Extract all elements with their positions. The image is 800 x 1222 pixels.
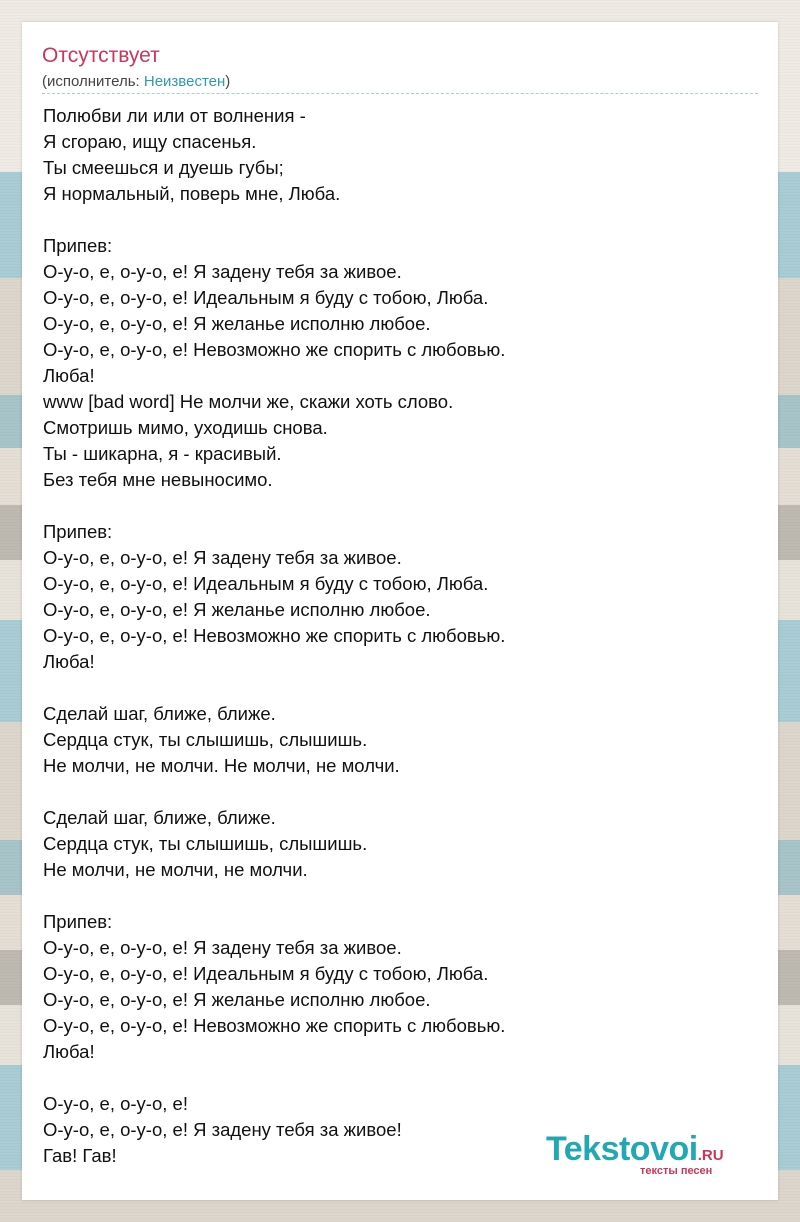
lyric-line: Гав! Гав! [43, 1145, 117, 1166]
lyric-line: О-у-о, е, о-у-о, е! Я задену тебя за живое. [43, 937, 402, 958]
lyric-line: О-у-о, е, о-у-о, е! Невозможно же спорить с любовью. [43, 1015, 506, 1036]
lyric-line: Не молчи, не молчи, не молчи. [43, 859, 308, 880]
lyric-line: О-у-о, е, о-у-о, е! Я желанье исполню любое. [43, 989, 431, 1010]
lyric-line: О-у-о, е, о-у-о, е! [43, 1093, 188, 1114]
artist-link[interactable]: Неизвестен [143, 73, 226, 90]
lyric-line: О-у-о, е, о-у-о, е! Я желанье исполню любое. [43, 313, 431, 334]
lyric-line [43, 207, 505, 233]
lyric-line: О-у-о, е, о-у-о, е! Невозможно же спорить с любовью. [43, 339, 506, 360]
lyric-line: Ты - шикарна, я - красивый. [43, 443, 282, 464]
lyric-line: Не молчи, не молчи. Не молчи, не молчи. [43, 755, 400, 776]
lyric-line: Я сгораю, ищу спасенья. [43, 131, 257, 152]
lyric-line: Без тебя мне невыносимо. [43, 469, 273, 490]
lyric-line: Люба! [43, 365, 95, 386]
lyric-line: Припев: [43, 911, 113, 932]
lyric-line: Смотришь мимо, уходишь снова. [43, 417, 328, 438]
lyric-line: О-у-о, е, о-у-о, е! Невозможно же спорить с любовью. [43, 625, 506, 646]
lyric-line: Полюбви ли или от волнения - [43, 105, 306, 126]
logo-tagline: тексты песен [640, 1165, 713, 1177]
lyric-line: О-у-о, е, о-у-о, е! Идеальным я буду с тобою, Люба. [43, 287, 489, 308]
lyric-line [43, 1065, 505, 1091]
lyric-line: О-у-о, е, о-у-о, е! Я задену тебя за живое. [43, 261, 402, 282]
lyric-line: Припев: [43, 235, 113, 256]
lyric-line: Я нормальный, поверь мне, Люба. [43, 183, 341, 204]
lyric-line: www [bad word] Не молчи же, скажи хоть слово. [43, 391, 454, 412]
lyric-line: О-у-о, е, о-у-о, е! Я задену тебя за живое! [43, 1119, 402, 1140]
lyrics-card [22, 22, 778, 1200]
lyric-line: Припев: [43, 521, 113, 542]
lyric-line [43, 493, 505, 519]
logo-name: Tekstovoi [546, 1130, 698, 1168]
lyric-line: Люба! [43, 1041, 95, 1062]
lyric-line [43, 675, 505, 701]
lyric-line: Люба! [43, 651, 95, 672]
artist-line [42, 73, 230, 90]
lyric-line: О-у-о, е, о-у-о, е! Я желанье исполню любое. [43, 599, 431, 620]
artist-prefix: (исполнитель: [42, 73, 144, 90]
artist-suffix: ) [225, 73, 231, 90]
lyric-line: Сердца стук, ты слышишь, слышишь. [43, 729, 368, 750]
lyric-line [43, 883, 505, 909]
lyric-line: О-у-о, е, о-у-о, е! Я задену тебя за живое. [43, 547, 402, 568]
lyric-line: О-у-о, е, о-у-о, е! Идеальным я буду с тобою, Люба. [43, 963, 489, 984]
logo-tld: .RU [697, 1147, 724, 1164]
lyric-line: Сердца стук, ты слышишь, слышишь. [43, 833, 368, 854]
lyrics-text [43, 103, 505, 1169]
lyric-line: Сделай шаг, ближе, ближе. [43, 807, 276, 828]
lyric-line: О-у-о, е, о-у-о, е! Идеальным я буду с тобою, Люба. [43, 573, 489, 594]
title-divider [42, 93, 758, 94]
lyric-line: Ты смеешься и дуешь губы; [43, 157, 284, 178]
lyric-line [43, 779, 505, 805]
lyric-line: Сделай шаг, ближе, ближе. [43, 703, 276, 724]
song-title: Отсутствует [42, 44, 160, 67]
